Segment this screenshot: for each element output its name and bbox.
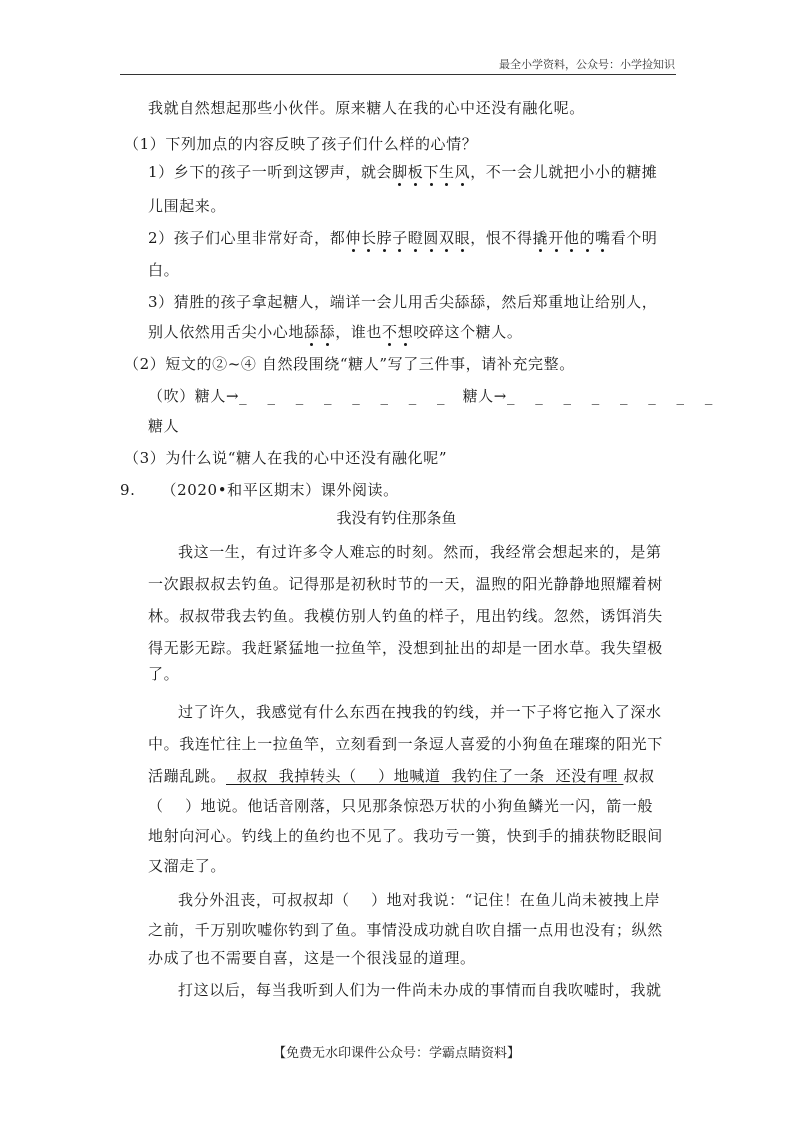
emphasis-char: 生	[438, 163, 455, 181]
question-1-item-3-cont	[148, 322, 522, 342]
story-title: 我没有钓住那条鱼	[336, 509, 457, 527]
story-paragraph-3-line: 办成了也不需要自喜，这是一个很浅显的道理。	[148, 949, 476, 967]
dotted-phrase	[304, 323, 335, 341]
fill-start: （吹）糖人→	[148, 387, 240, 405]
story-paragraph-2-line: 地射向河心。钓线上的鱼约也不见了。我功亏一篑，快到手的捕获物眨眼间	[148, 827, 663, 845]
question-1-item-1	[148, 162, 657, 182]
emphasis-char: 眼	[454, 229, 471, 247]
story-paragraph-2-line: （ ）地说。他话音刚落，只见那条惊恐万状的小狗鱼鳞光一闪，箭一般	[148, 797, 654, 815]
dotted-phrase	[392, 163, 470, 181]
story-paragraph-2-line	[148, 766, 655, 786]
emphasis-char: 他	[563, 229, 580, 247]
item-text: 别人依然用舌尖小心地	[148, 323, 305, 341]
emphasis-char: 子	[392, 229, 408, 247]
question-3-stem: （3）为什么说“糖人在我的心中还没有融化呢”	[124, 449, 448, 467]
question-1-item-2	[148, 228, 658, 248]
story-paragraph-1-line: 一次跟叔叔去钓鱼。记得那是初秋时节的一天，温煦的阳光静静地照耀着树	[148, 575, 663, 593]
item-text: ，不一会儿就把小小的糖摊	[470, 163, 658, 181]
question-9-heading	[120, 480, 399, 500]
question-1-item-1-cont: 儿围起来。	[148, 197, 227, 215]
emphasis-char: 圆	[423, 229, 440, 247]
emphasis-char: 的	[579, 229, 596, 247]
dotted-phrase	[382, 323, 413, 341]
emphasis-char: 板	[407, 163, 424, 181]
punctuation-exercise: 叔叔 我掉转头（ ）地喊道 我钓住了一条 还没有哩	[226, 767, 624, 785]
item-text: 看个明	[610, 229, 658, 247]
item-text: ，恨不得	[470, 229, 533, 247]
story-paragraph-2-line: 过了许久，我感觉有什么东西在拽我的钓线，并一下子将它拖入了深水	[178, 703, 662, 721]
item-text: ，谁也	[335, 323, 383, 341]
emphasis-char: 舔	[304, 323, 320, 341]
story-paragraph-2-line: 又溜走了。	[148, 857, 227, 875]
story-text: 活蹦乱跳。	[148, 767, 227, 785]
emphasis-char: 开	[548, 229, 564, 247]
emphasis-char: 撬	[532, 229, 549, 247]
question-number: 9.	[120, 481, 136, 499]
header-divider	[120, 74, 676, 75]
question-1-item-2-cont: 白。	[148, 261, 180, 279]
emphasis-char: 嘴	[595, 229, 611, 247]
emphasis-char: 想	[397, 323, 414, 341]
answer-blank[interactable]: _ _ _ _ _ _ _ _	[239, 387, 453, 405]
question-1-item-3: 3）猜胜的孩子拿起糖人，端详一会儿用舌尖舔舔，然后郑重地让给别人，	[148, 293, 658, 311]
story-paragraph-1-line: 我这一生，有过许多令人难忘的时刻。然而，我经常会想起来的，是第	[178, 543, 662, 561]
item-text: 1）乡下的孩子一听到这锣声，就会	[148, 163, 393, 181]
story-paragraph-3-line: 我分外沮丧，可叔叔却（ ）地对我说：“记住！在鱼儿尚未被拽上岸	[178, 891, 661, 909]
story-paragraph-1-line: 了。	[148, 665, 180, 683]
emphasis-char: 长	[360, 229, 377, 247]
dotted-phrase	[533, 229, 611, 247]
emphasis-char: 不	[382, 323, 398, 341]
emphasis-char: 风	[454, 163, 471, 181]
question-source: （2020•和平区期末）课外阅读。	[161, 481, 399, 499]
story-text: 叔叔	[623, 767, 655, 785]
emphasis-char: 脚	[392, 163, 408, 181]
item-text: 咬碎这个糖人。	[413, 323, 523, 341]
page-footer: 【免费无水印课件公众号：学霸点睛资料】	[272, 1046, 520, 1061]
emphasis-char: 下	[423, 163, 439, 181]
story-paragraph-1-line: 林。叔叔带我去钓鱼。我模仿别人钓鱼的样子，甩出钓线。忽然，诱饵消失	[148, 607, 663, 625]
question-1-stem: （1）下列加点的内容反映了孩子们什么样的心情？	[124, 135, 478, 153]
fill-mid: 糖人→	[462, 387, 507, 405]
emphasis-char: 舔	[319, 323, 336, 341]
emphasis-char: 双	[439, 229, 455, 247]
dotted-phrase	[345, 229, 470, 247]
question-2-fill-end: 糖人	[148, 417, 180, 435]
story-paragraph-1-line: 得无影无踪。我赶紧猛地一拉鱼竿，没想到扯出的却是一团水草。我失望极	[148, 639, 663, 657]
question-2-fill-line	[148, 386, 720, 406]
item-text: 2）孩子们心里非常好奇，都	[148, 229, 346, 247]
emphasis-char: 瞪	[407, 229, 424, 247]
answer-blank[interactable]: _ _ _ _ _ _ _ _	[506, 387, 721, 405]
story-paragraph-2-line: 中。我连忙往上一拉鱼竿，立刻看到一条逗人喜爱的小狗鱼在璀璨的阳光下	[148, 735, 663, 753]
emphasis-char: 伸	[345, 229, 361, 247]
story-paragraph-3-line: 之前，千万别吹嘘你钓到了鱼。事情没成功就自吹自擂一点用也没有；纵然	[148, 921, 663, 939]
question-2-stem: （2）短文的②~④ 自然段围绕“糖人”写了三件事，请补充完整。	[124, 355, 575, 373]
page-header: 最全小学资料，公众号：小学捡知识	[499, 58, 675, 71]
passage-closing-line: 我就自然想起那些小伙伴。原来糖人在我的心中还没有融化呢。	[148, 99, 585, 117]
story-paragraph-4-line: 打这以后，每当我听到人们为一件尚未办成的事情而自我吹嘘时，我就	[178, 981, 662, 999]
emphasis-char: 脖	[376, 229, 393, 247]
